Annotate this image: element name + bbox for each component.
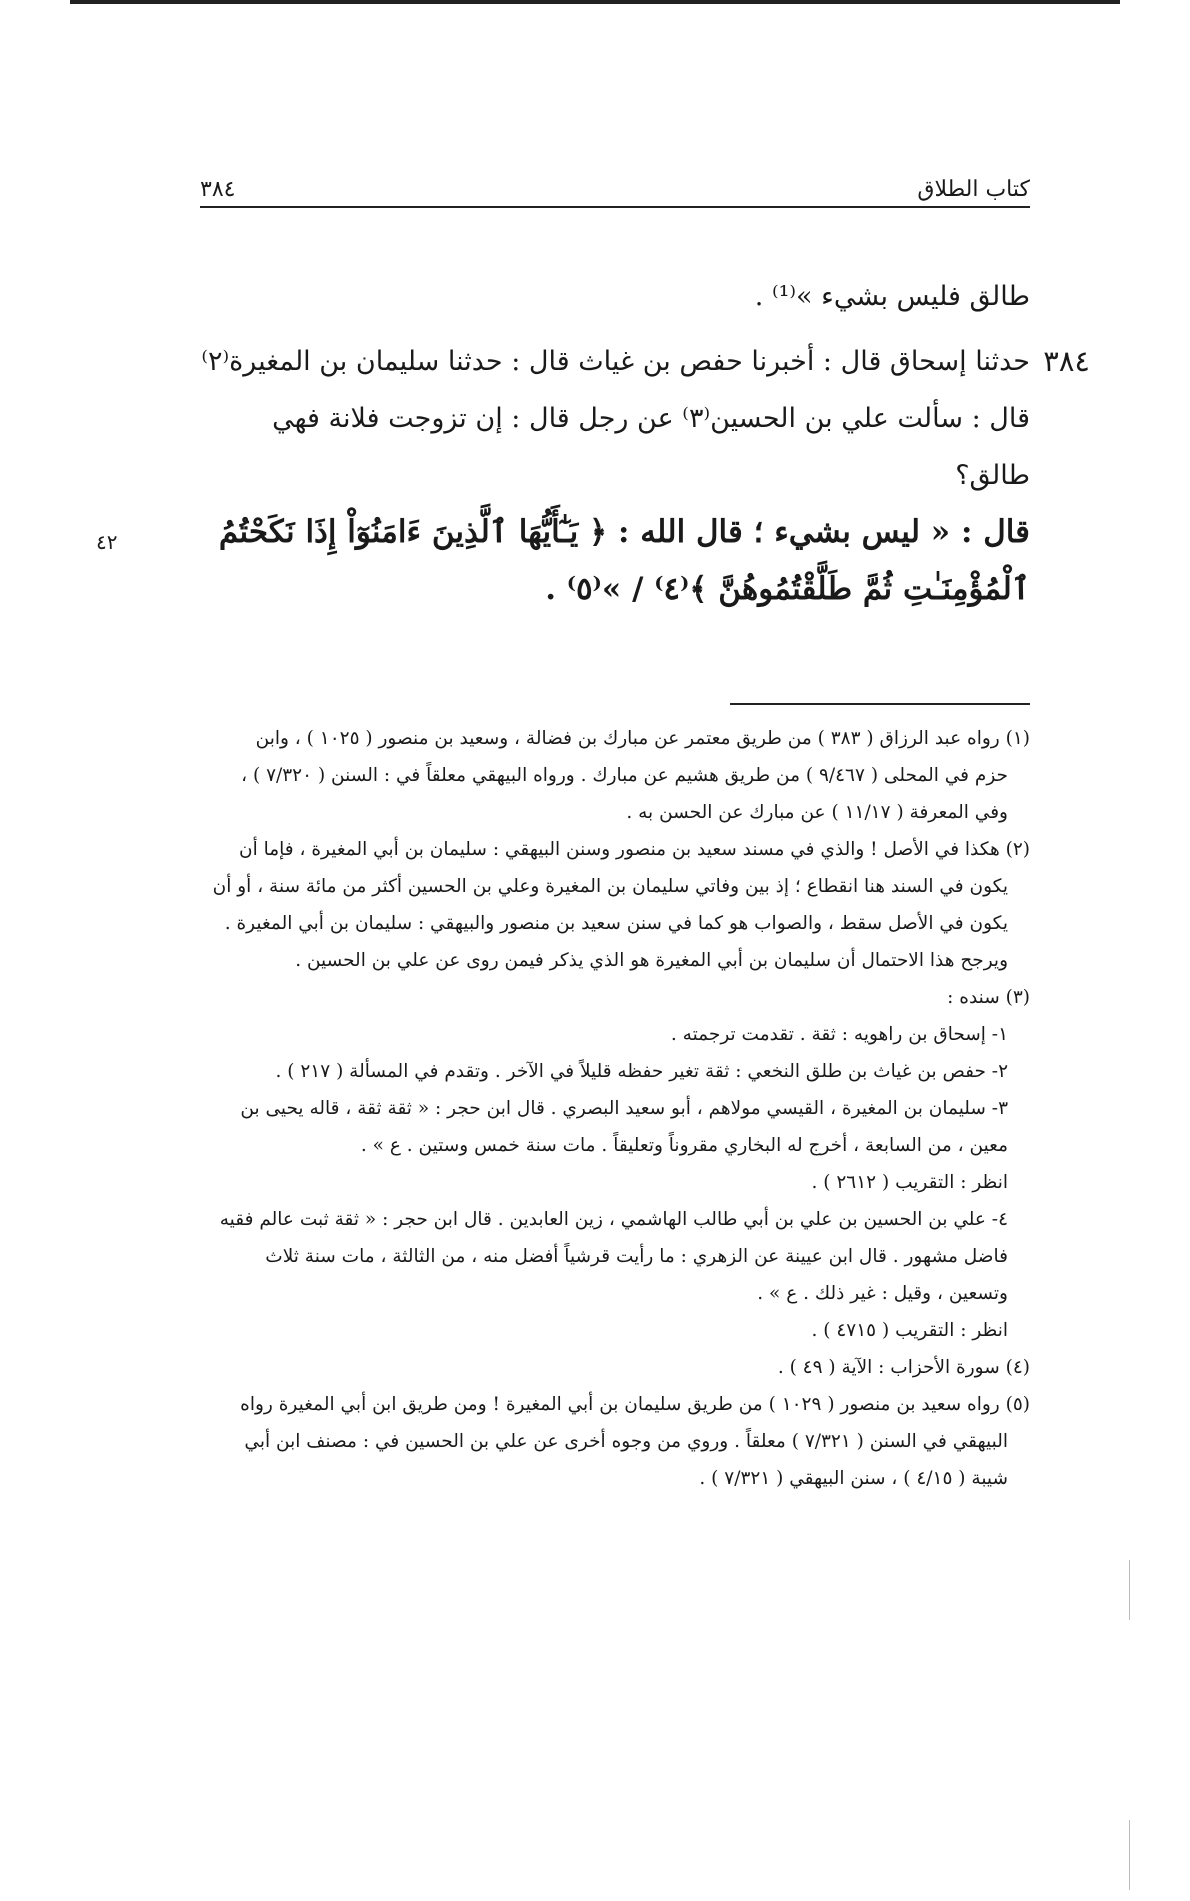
footnote-line: البيهقي في السنن ( ٧/٣٢١ ) معلقاً . وروي من وجوه أخرى عن علي بن الحسين في : مصنف ابن أبي [244, 1431, 1008, 1452]
main-text [190, 268, 1090, 618]
footnote-separator [730, 703, 1030, 705]
hadith-line: حدثنا إسحاق قال : أخبرنا حفص بن غياث قال : حدثنا سليمان بن المغيرة⁽٢⁾ [201, 346, 1030, 377]
footnote-line: حزم في المحلى ( ٩/٤٦٧ ) من طريق هشيم عن مبارك . ورواه البيهقي معلقاً في : السنن ( ٧/٣٢٠ ) ، [241, 765, 1008, 786]
hadith-line: قال : سألت علي بن الحسين⁽٣⁾ عن رجل قال : إن تزوجت فلانة فهي طالق؟ [272, 403, 1030, 491]
page-number: ٣٨٤ [200, 177, 236, 202]
continuation-line: طالق فليس بشيء »⁽¹⁾ . [754, 281, 1030, 312]
footnote-sub-line: فاضل مشهور . قال ابن عيينة عن الزهري : ما رأيت قرشياً أفضل منه ، من الثالثة ، مات سنة ثلاث [265, 1246, 1008, 1267]
footnote-line: (٥) رواه سعيد بن منصور ( ١٠٢٩ ) من طريق سليمان بن أبي المغيرة ! ومن طريق ابن أبي المغيرة رواه [240, 1394, 1030, 1415]
footnote-line: شيبة ( ٤/١٥ ) ، سنن البيهقي ( ٧/٣٢١ ) . [699, 1468, 1008, 1489]
footnote-1 [190, 720, 1030, 831]
margin-manuscript-number: ٤٢ [96, 530, 118, 554]
footnote-sub-line: انظر : التقريب ( ٢٦١٢ ) . [811, 1172, 1008, 1193]
footnote-5 [190, 1386, 1030, 1497]
running-header [200, 168, 1030, 208]
footnote-sub-line: ٤- علي بن الحسين بن علي بن أبي طالب الهاشمي ، زين العابدين . قال ابن حجر : « ثقة ثبت عالم فقيه [219, 1209, 1008, 1230]
footnote-3 [190, 979, 1030, 1349]
footnote-line: ويرجح هذا الاحتمال أن سليمان بن أبي المغيرة هو الذي يذكر فيمن روى عن علي بن الحسين . [295, 950, 1008, 971]
footnote-sub-line: ١- إسحاق بن راهويه : ثقة . تقدمت ترجمته . [670, 1024, 1008, 1045]
footnote-line: (١) رواه عبد الرزاق ( ٣٨٣ ) من طريق معتمر عن مبارك بن فضالة ، وسعيد بن منصور ( ١٠٢٥ ) ، وابن [255, 728, 1030, 749]
book-title: كتاب الطلاق [917, 177, 1030, 202]
footnote-sub-line: انظر : التقريب ( ٤٧١٥ ) . [811, 1320, 1008, 1341]
hadith-verse-line: قال : « ليس بشيء ؛ قال الله : ﴿ يَـٰٓأَيُّهَا ٱلَّذِينَ ءَامَنُوٓاْ إِذَا نَكَحْتُمُ [218, 514, 1030, 550]
footnote-sub-line: ٢- حفص بن غياث بن طلق النخعي : ثقة تغير حفظه قليلاً في الآخر . وتقدم في المسألة ( ٢١٧ ) . [275, 1061, 1008, 1082]
footnote-4 [190, 1349, 1030, 1386]
footnote-2 [190, 831, 1030, 979]
footnote-line: وفي المعرفة ( ١١/١٧ ) عن مبارك عن الحسن به . [626, 802, 1008, 823]
footnote-sub-line: وتسعين ، وقيل : غير ذلك . ع » . [757, 1283, 1008, 1304]
hadith-block [190, 333, 1090, 618]
top-edge-line [70, 0, 1120, 4]
footnote-sub-line: معين ، من السابعة ، أخرج له البخاري مقروناً وتعليقاً . مات سنة خمس وستين . ع » . [360, 1135, 1008, 1156]
footnote-sub-line: ٣- سليمان بن المغيرة ، القيسي مولاهم ، أبو سعيد البصري . قال ابن حجر : « ثقة ثقة ، قاله يحيى بن [240, 1098, 1008, 1119]
footnote-line: يكون في السند هنا انقطاع ؛ إذ بين وفاتي سليمان بن المغيرة وعلي بن الحسين أكثر من مائة سنة ، أو أن [212, 876, 1008, 897]
footnote-line: (٤) سورة الأحزاب : الآية ( ٤٩ ) . [777, 1357, 1030, 1378]
footnotes [190, 720, 1030, 1497]
footnote-line: (٣) سنده : [947, 987, 1030, 1008]
scan-edge-mark [1129, 1560, 1130, 1620]
hadith-verse-line: ٱلْمُؤْمِنَـٰتِ ثُمَّ طَلَّقْتُمُوهُنَّ ﴾⁽٤⁾ / »⁽٥⁾ . [545, 571, 1030, 607]
hadith-number: ٣٨٤ [1043, 344, 1090, 378]
footnote-line: يكون في الأصل سقط ، والصواب هو كما في سنن سعيد بن منصور والبيهقي : سليمان بن أبي المغيرة . [224, 913, 1008, 934]
footnote-line: (٢) هكذا في الأصل ! والذي في مسند سعيد بن منصور وسنن البيهقي : سليمان بن أبي المغيرة ، فإما أن [238, 839, 1030, 860]
scan-edge-mark [1129, 1820, 1130, 1890]
